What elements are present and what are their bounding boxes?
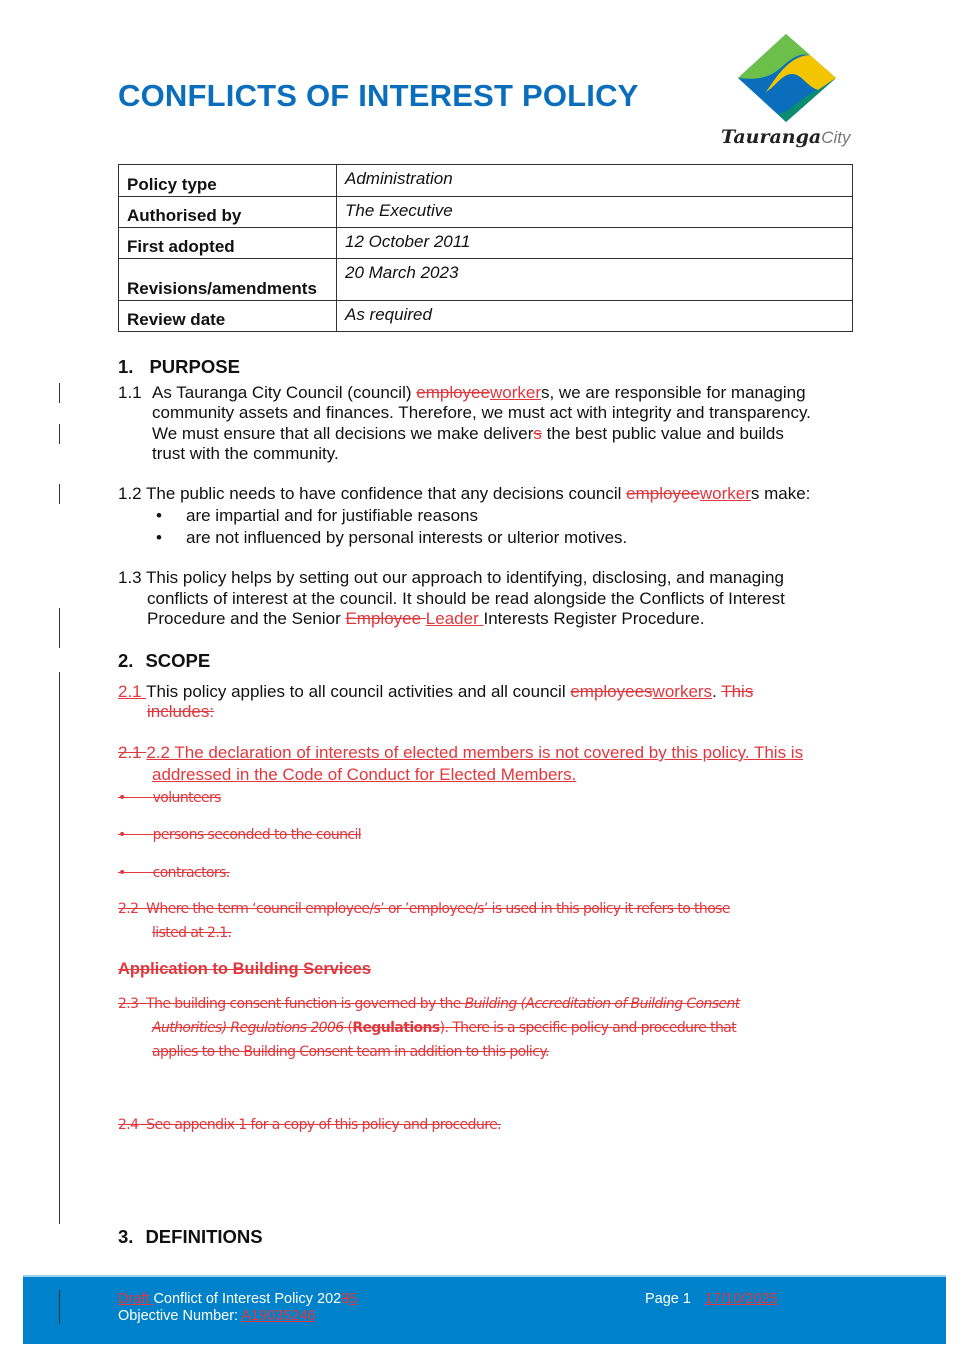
deleted-text: 3 bbox=[341, 1291, 350, 1307]
bullet-text: are impartial and for justifiable reasons bbox=[186, 506, 478, 525]
bold-text: Regulations bbox=[352, 1020, 440, 1036]
deleted-text: employees bbox=[570, 682, 653, 701]
heading-number: 2. bbox=[118, 650, 134, 671]
text: Procedure and the Senior bbox=[147, 609, 346, 628]
paragraph-1-3-line bbox=[147, 609, 705, 629]
paragraph-1-3: 1.3 This policy helps by setting out our approach to identifying, disclosing, and managing bbox=[118, 568, 784, 587]
inserted-text: Leader bbox=[425, 609, 484, 628]
row-label: Revisions/amendments bbox=[119, 259, 337, 301]
footer-date: 17/10/2025 bbox=[704, 1291, 778, 1307]
bullet-text: volunteers bbox=[152, 790, 221, 806]
heading-text: DEFINITIONS bbox=[145, 1226, 263, 1247]
text: Where the term ‘council employee/s’ or ’employee/s’ is used in this policy it refers to those bbox=[146, 901, 730, 917]
inserted-text: 2.2 The declaration of interests of elected members is not covered by this policy. This is bbox=[146, 743, 804, 762]
page-footer bbox=[23, 1275, 946, 1344]
deleted-text: employee bbox=[416, 383, 490, 402]
bullet-item: • are not influenced by personal interests or ulterior motives. bbox=[156, 528, 628, 547]
text: s, we are responsible for managing bbox=[540, 383, 806, 402]
inserted-text: 5 bbox=[349, 1291, 358, 1307]
bullet-text: persons seconded to the council bbox=[152, 827, 362, 843]
heading-text: PURPOSE bbox=[149, 356, 240, 377]
change-bar bbox=[59, 383, 60, 403]
footer-objective bbox=[118, 1308, 316, 1324]
text: the best public value and builds bbox=[541, 424, 784, 443]
para-number: 2.2 bbox=[118, 901, 139, 917]
row-label: Authorised by bbox=[119, 197, 337, 228]
deleted-paragraph-2-2 bbox=[118, 901, 730, 917]
paragraph-1-1-line: trust with the community. bbox=[152, 444, 339, 463]
table-row bbox=[119, 259, 853, 301]
logo-diamond-icon bbox=[718, 30, 854, 125]
logo-subtext: City bbox=[821, 128, 851, 147]
paragraph-1-1-line bbox=[152, 424, 784, 444]
inserted-text: addressed in the Code of Conduct for Elected Members. bbox=[152, 765, 577, 784]
section-heading-definitions bbox=[118, 1226, 263, 1248]
deleted-text: Employee bbox=[345, 609, 426, 628]
table-row bbox=[119, 197, 853, 228]
deleted-text: 2.1 bbox=[118, 743, 147, 762]
footer-page bbox=[645, 1291, 778, 1307]
objective-number: A19035246 bbox=[241, 1308, 316, 1324]
row-label: Policy type bbox=[119, 165, 337, 197]
text: ( bbox=[343, 1020, 353, 1036]
inserted-text: Draft bbox=[118, 1291, 154, 1307]
deleted-text: s bbox=[533, 424, 542, 443]
table-row bbox=[119, 228, 853, 259]
text: . bbox=[712, 682, 722, 701]
deleted-text: includes: bbox=[147, 702, 215, 721]
text: We must ensure that all decisions we make deliver bbox=[152, 424, 534, 443]
paragraph-1-3-line: conflicts of interest at the council. It should be read alongside the Conflicts of Interest bbox=[147, 589, 785, 608]
paragraph-1-1-line bbox=[152, 383, 806, 403]
table-row bbox=[119, 301, 853, 332]
para-number: 2.4 bbox=[118, 1117, 139, 1133]
deleted-paragraph-2-4 bbox=[118, 1117, 501, 1133]
deleted-paragraph-2-3 bbox=[118, 996, 740, 1012]
change-bar bbox=[59, 484, 60, 504]
paragraph-1-1-line: community assets and finances. Therefore, we must act with integrity and transparency. bbox=[152, 403, 811, 422]
row-value: As required bbox=[337, 301, 853, 332]
text: See appendix 1 for a copy of this policy and procedure. bbox=[146, 1117, 501, 1133]
deleted-text: listed at 2.1. bbox=[152, 925, 232, 941]
deleted-subheading: Application to Building Services bbox=[118, 960, 372, 978]
italic-text: Authorities) Regulations 2006 bbox=[152, 1020, 344, 1036]
change-bar bbox=[59, 424, 60, 444]
bullet-text: contractors. bbox=[152, 865, 230, 881]
change-bar bbox=[59, 672, 60, 1224]
change-bar bbox=[59, 608, 60, 648]
inserted-text: worker bbox=[699, 484, 751, 503]
policy-info-table bbox=[118, 164, 853, 332]
deleted-text bbox=[152, 1020, 736, 1036]
row-value: 20 March 2023 bbox=[337, 259, 853, 301]
page-title: CONFLICTS OF INTEREST POLICY bbox=[118, 78, 639, 113]
deleted-bullet: • volunteers bbox=[118, 790, 221, 806]
deleted-bullet: • persons seconded to the council bbox=[118, 827, 362, 843]
deleted-text: This bbox=[721, 682, 754, 701]
page-number: Page 1 bbox=[645, 1291, 691, 1307]
text: Objective Number: bbox=[118, 1308, 242, 1324]
text: As Tauranga City Council (council) bbox=[152, 383, 417, 402]
paragraph-2-2 bbox=[118, 743, 803, 763]
para-number: 2.3 bbox=[118, 996, 139, 1012]
text: s make: bbox=[750, 484, 811, 503]
italic-text: Building (Accreditation of Building Consent bbox=[464, 996, 740, 1012]
row-label: First adopted bbox=[119, 228, 337, 259]
tauranga-city-logo bbox=[718, 30, 854, 152]
paragraph-1-1 bbox=[118, 383, 142, 403]
heading-number: 3. bbox=[118, 1226, 134, 1247]
inserted-text: 2.1 bbox=[118, 682, 147, 701]
bullet-text: are not influenced by personal interests or ulterior motives. bbox=[186, 528, 628, 547]
row-value: The Executive bbox=[337, 197, 853, 228]
text: ). There is a specific policy and procedure that bbox=[439, 1020, 737, 1036]
text: Conflict of Interest Policy 202 bbox=[153, 1291, 342, 1307]
row-value: 12 October 2011 bbox=[337, 228, 853, 259]
deleted-text: employee bbox=[626, 484, 700, 503]
text: The building consent function is governed by the bbox=[146, 996, 465, 1012]
change-bar bbox=[59, 1290, 60, 1324]
row-value: Administration bbox=[337, 165, 853, 197]
text: 1.2 The public needs to have confidence that any decisions council bbox=[118, 484, 627, 503]
heading-number: 1. bbox=[118, 356, 134, 377]
section-heading-scope bbox=[118, 650, 210, 672]
heading-text: SCOPE bbox=[145, 650, 211, 671]
logo-text: Tauranga bbox=[721, 126, 822, 148]
paragraph-1-2 bbox=[118, 484, 810, 504]
paragraph-2-1 bbox=[118, 682, 753, 702]
text: Interests Register Procedure. bbox=[483, 609, 705, 628]
deleted-bullet: • contractors. bbox=[118, 865, 230, 881]
row-label: Review date bbox=[119, 301, 337, 332]
section-heading-purpose bbox=[118, 356, 240, 378]
table-row bbox=[119, 165, 853, 197]
inserted-text: workers bbox=[652, 682, 713, 701]
text: This policy applies to all council activities and all council bbox=[146, 682, 571, 701]
inserted-text: worker bbox=[489, 383, 541, 402]
bullet-item: • are impartial and for justifiable reasons bbox=[156, 506, 478, 525]
deleted-text: applies to the Building Consent team in addition to this policy. bbox=[152, 1044, 549, 1060]
footer-doc-title bbox=[118, 1291, 357, 1307]
para-number: 1.1 bbox=[118, 383, 142, 402]
